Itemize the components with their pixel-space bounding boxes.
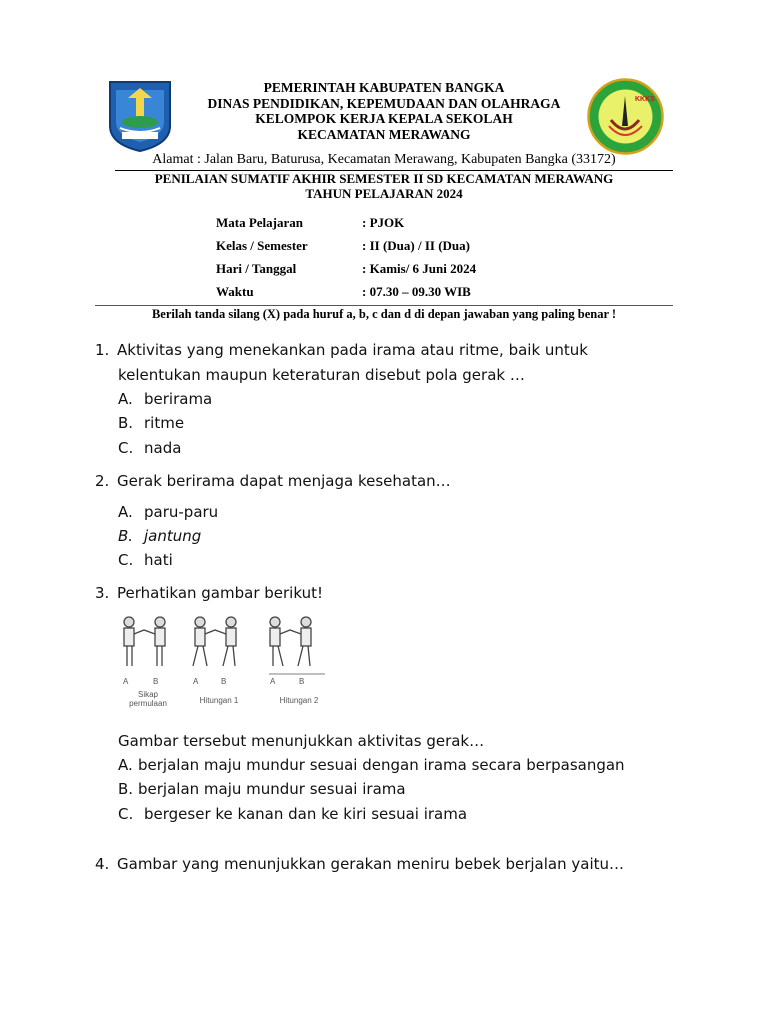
- option-letter: A.: [118, 503, 133, 521]
- question-text: Gerak berirama dapat menjaga kesehatan…: [117, 472, 451, 490]
- kkks-logo-label: KKKS: [635, 96, 655, 103]
- option-2a[interactable]: [118, 503, 218, 521]
- option-2c[interactable]: [118, 551, 173, 569]
- letterhead-line-1: PEMERINTAH KABUPATEN BANGKA: [263, 80, 505, 95]
- option-text: ritme: [144, 414, 185, 432]
- meta-row-time: [216, 284, 476, 307]
- question-text: Aktivitas yang menekankan pada irama atau ritme, baik untuk: [117, 341, 588, 359]
- meta-value: : PJOK: [362, 215, 405, 230]
- meta-label: Kelas / Semester: [216, 238, 308, 253]
- meta-value: : II (Dua) / II (Dua): [362, 238, 470, 253]
- option-letter: B.: [118, 414, 134, 432]
- option-text: jantung: [144, 527, 202, 545]
- question-1: [95, 341, 588, 359]
- meta-label: Mata Pelajaran: [216, 215, 304, 230]
- option-text: nada: [144, 439, 182, 457]
- exam-title: PENILAIAN SUMATIF AKHIR SEMESTER II SD KECAMATAN MERAWANG: [154, 171, 614, 186]
- figure-label-b: B: [221, 677, 227, 686]
- option-letter: C.: [118, 439, 134, 457]
- meta-value: : Kamis/ 6 Juni 2024: [362, 261, 477, 276]
- question-3: [95, 584, 323, 602]
- figure-label-b: B: [153, 677, 159, 686]
- option-3a[interactable]: [118, 756, 625, 774]
- letterhead-line-3: KELOMPOK KERJA KEPALA SEKOLAH: [255, 111, 513, 126]
- question-3-prompt: Gambar tersebut menunjukkan aktivitas gerak…: [118, 732, 485, 750]
- letterhead: [150, 80, 618, 142]
- option-text: berirama: [144, 390, 213, 408]
- letterhead-line-2: DINAS PENDIDIKAN, KEPEMUDAAN DAN OLAHRAGA: [207, 95, 561, 111]
- option-letter: A.: [118, 390, 133, 408]
- figure-label-a: A: [193, 677, 199, 686]
- option-text: berjalan maju mundur sesuai irama: [138, 780, 406, 798]
- option-3b[interactable]: [118, 780, 406, 798]
- meta-row-date: [216, 261, 476, 284]
- question-2: [95, 472, 451, 490]
- option-text: paru-paru: [144, 503, 219, 521]
- option-1c[interactable]: [118, 439, 181, 457]
- instruction-text: Berilah tanda silang (X) pada huruf a, b, c dan d di depan jawaban yang paling benar !: [151, 307, 617, 321]
- exam-meta-table: [216, 215, 476, 307]
- option-letter: B.: [118, 780, 134, 798]
- exam-title-block: [0, 172, 768, 201]
- figure-caption-start: Sikap permulaan: [129, 690, 167, 708]
- question-number: 1.: [95, 341, 110, 359]
- figure-label-a: A: [123, 677, 129, 686]
- figure-caption-count1: Hitungan 1: [199, 696, 239, 705]
- meta-label: Hari / Tanggal: [216, 261, 297, 276]
- option-letter: C.: [118, 551, 134, 569]
- question-text: Gambar yang menunjukkan gerakan meniru bebek berjalan yaitu…: [117, 855, 624, 873]
- question-number: 3.: [95, 584, 110, 602]
- question-number: 2.: [95, 472, 110, 490]
- question-1-continued: kelentukan maupun keteraturan disebut pola gerak …: [118, 366, 525, 384]
- figure-label-b: B: [299, 677, 305, 686]
- figure-label-a: A: [270, 677, 276, 686]
- meta-row-subject: [216, 215, 476, 238]
- exam-subtitle: TAHUN PELAJARAN 2024: [305, 185, 463, 201]
- option-letter: B.: [118, 527, 134, 545]
- option-text: berjalan maju mundur sesuai dengan irama secara berpasangan: [138, 756, 625, 774]
- question-4: [95, 855, 624, 873]
- letterhead-address: Alamat : Jalan Baru, Baturusa, Kecamatan Merawang, Kabupaten Bangka (33172): [152, 152, 616, 167]
- option-text: bergeser ke kanan dan ke kiri sesuai irama: [144, 805, 468, 823]
- option-2b[interactable]: [118, 527, 201, 545]
- meta-label: Waktu: [216, 284, 254, 299]
- letterhead-line-4: KECAMATAN MERAWANG: [297, 126, 471, 142]
- option-text: hati: [144, 551, 173, 569]
- option-1b[interactable]: [118, 414, 184, 432]
- option-letter: A.: [118, 756, 133, 774]
- option-1a[interactable]: [118, 390, 212, 408]
- meta-value: : 07.30 – 09.30 WIB: [362, 284, 471, 299]
- meta-divider: [95, 305, 673, 306]
- option-3c[interactable]: [118, 805, 467, 823]
- pair-movement-figure: [115, 612, 335, 712]
- question-number: 4.: [95, 855, 110, 873]
- question-text: Perhatikan gambar berikut!: [117, 584, 323, 602]
- option-letter: C.: [118, 805, 134, 823]
- meta-row-class: [216, 238, 476, 261]
- figure-caption-count2: Hitungan 2: [279, 696, 319, 705]
